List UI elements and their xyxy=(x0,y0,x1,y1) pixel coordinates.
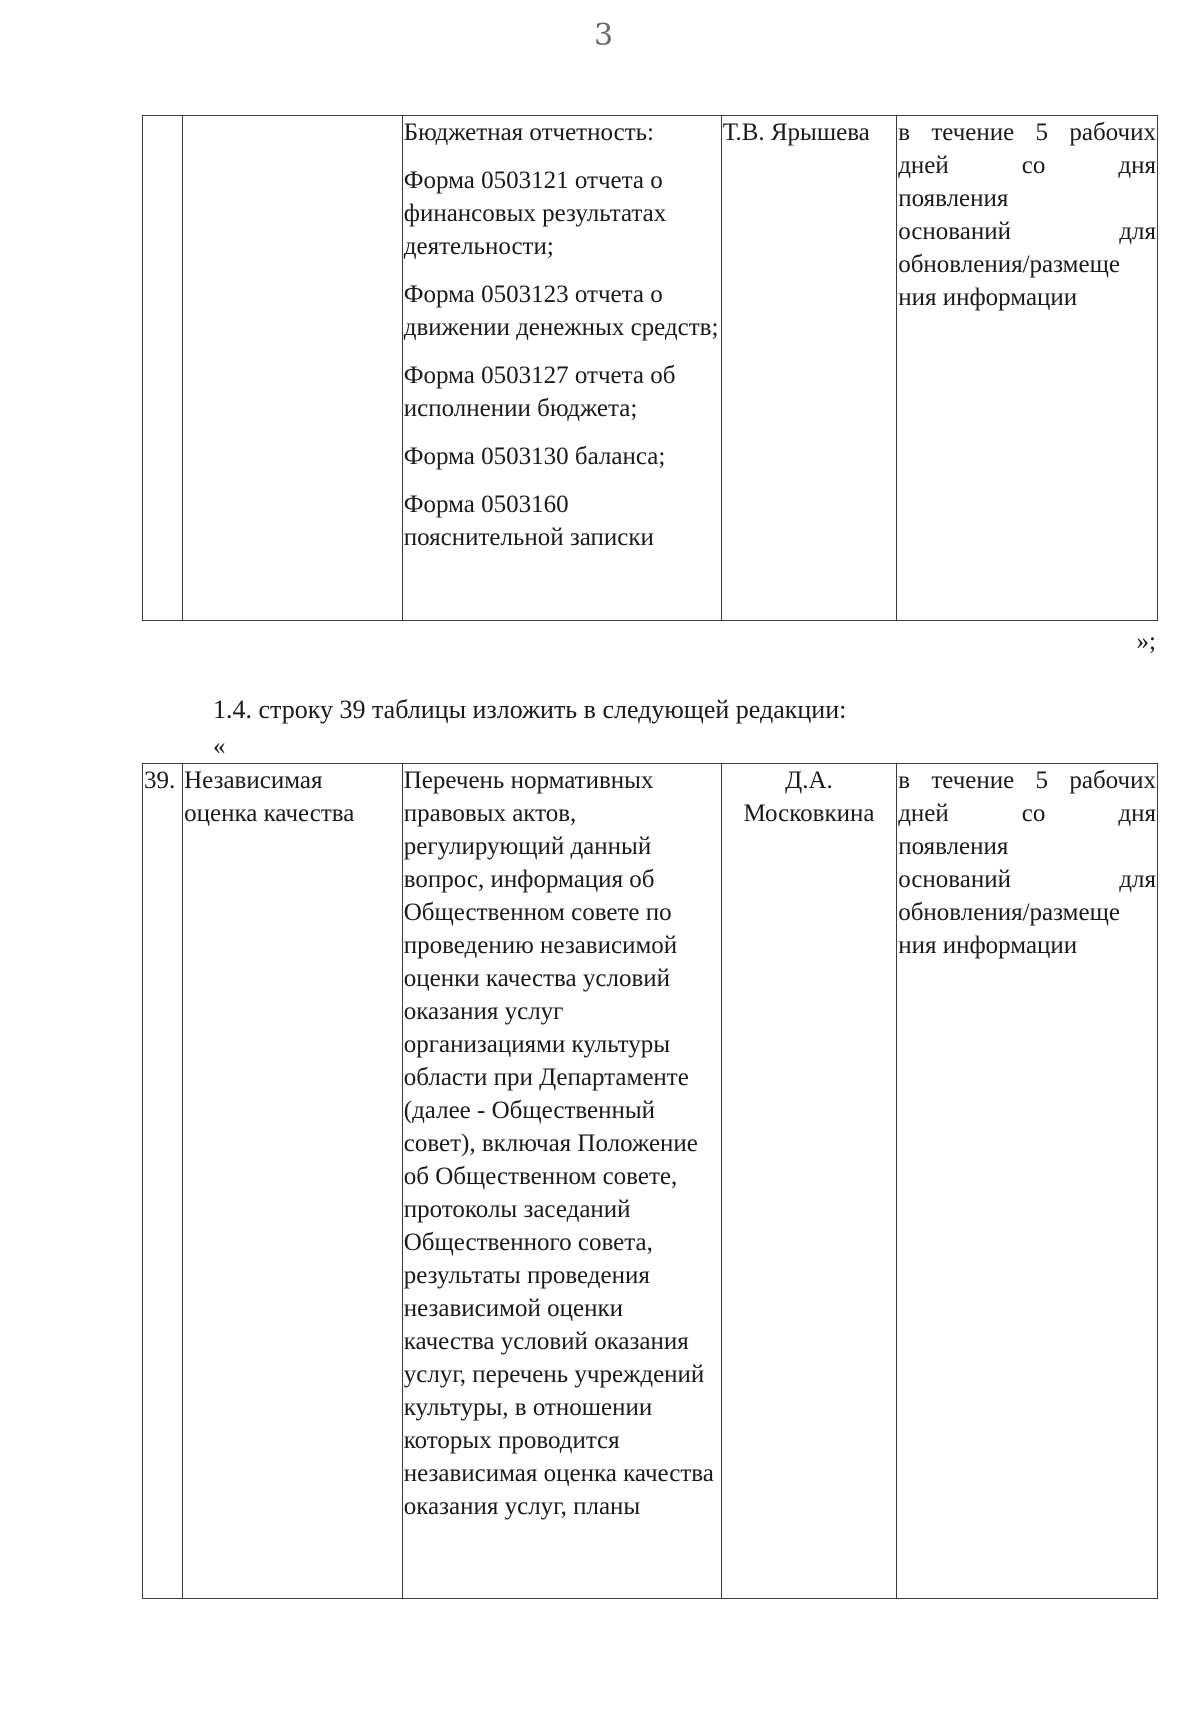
row-number-cell: 39. xyxy=(143,764,183,1599)
document-item: Форма 0503160 пояснительной записки xyxy=(403,491,654,551)
term-line: дней со дня xyxy=(898,152,1156,179)
document-item: Форма 0503121 отчета о финансовых результатах деятельности; xyxy=(403,167,667,260)
table-row-39 xyxy=(142,763,1158,1599)
term-line: ния информации xyxy=(898,932,1078,959)
table-continuation xyxy=(142,115,1158,621)
document-item: Форма 0503123 отчета о движении денежных средств; xyxy=(403,281,719,341)
row-documents-cell xyxy=(402,116,721,621)
row-documents-cell: Перечень нормативных правовых актов, регулирующий данный вопрос, информация об Общественном совете по проведению независимой оценки качества условий оказания услуг организациями культуры области при Департаменте (далее - Общественный совет), включая Положение об Общественном совете, протоколы заседаний Общественного совета, результаты проведения независимой оценки качества условий оказания услуг, перечень учреждений культуры, в отношении которых проводится независимая оценка качества оказания услуг, планы xyxy=(402,764,721,1599)
term-line: появления xyxy=(898,185,1009,212)
term-line: оснований для xyxy=(898,218,1156,245)
term-line: оснований для xyxy=(898,866,1156,893)
term-line: обновления/размеще xyxy=(898,251,1120,278)
row-term-cell xyxy=(897,764,1158,1599)
row-name-cell: Независимая оценка качества xyxy=(183,764,403,1599)
row-responsible-cell: Д.А. Московкина xyxy=(721,764,897,1599)
term-line: дней со дня xyxy=(898,800,1156,827)
table-row xyxy=(143,116,1158,621)
table-row xyxy=(143,764,1158,1599)
term-line: в течение 5 рабочих xyxy=(898,767,1156,794)
opening-quote: « xyxy=(213,733,226,760)
row-number-cell xyxy=(143,116,183,621)
document-item: Бюджетная отчетность: xyxy=(403,119,654,146)
term-line: ния информации xyxy=(898,284,1078,311)
document-item: Форма 0503130 баланса; xyxy=(403,443,666,470)
document-item: Форма 0503127 отчета об исполнении бюджета; xyxy=(403,362,676,422)
row-name-cell xyxy=(183,116,403,621)
term-line: обновления/размеще xyxy=(898,899,1120,926)
row-term-cell xyxy=(897,116,1158,621)
term-line: появления xyxy=(898,833,1009,860)
page-number: 3 xyxy=(594,18,614,53)
amendment-paragraph: 1.4. строку 39 таблицы изложить в следующей редакции: xyxy=(213,695,847,724)
closing-quote: »; xyxy=(1136,628,1156,655)
term-line: в течение 5 рабочих xyxy=(898,119,1156,146)
row-responsible-cell: Т.В. Ярышева xyxy=(721,116,897,621)
